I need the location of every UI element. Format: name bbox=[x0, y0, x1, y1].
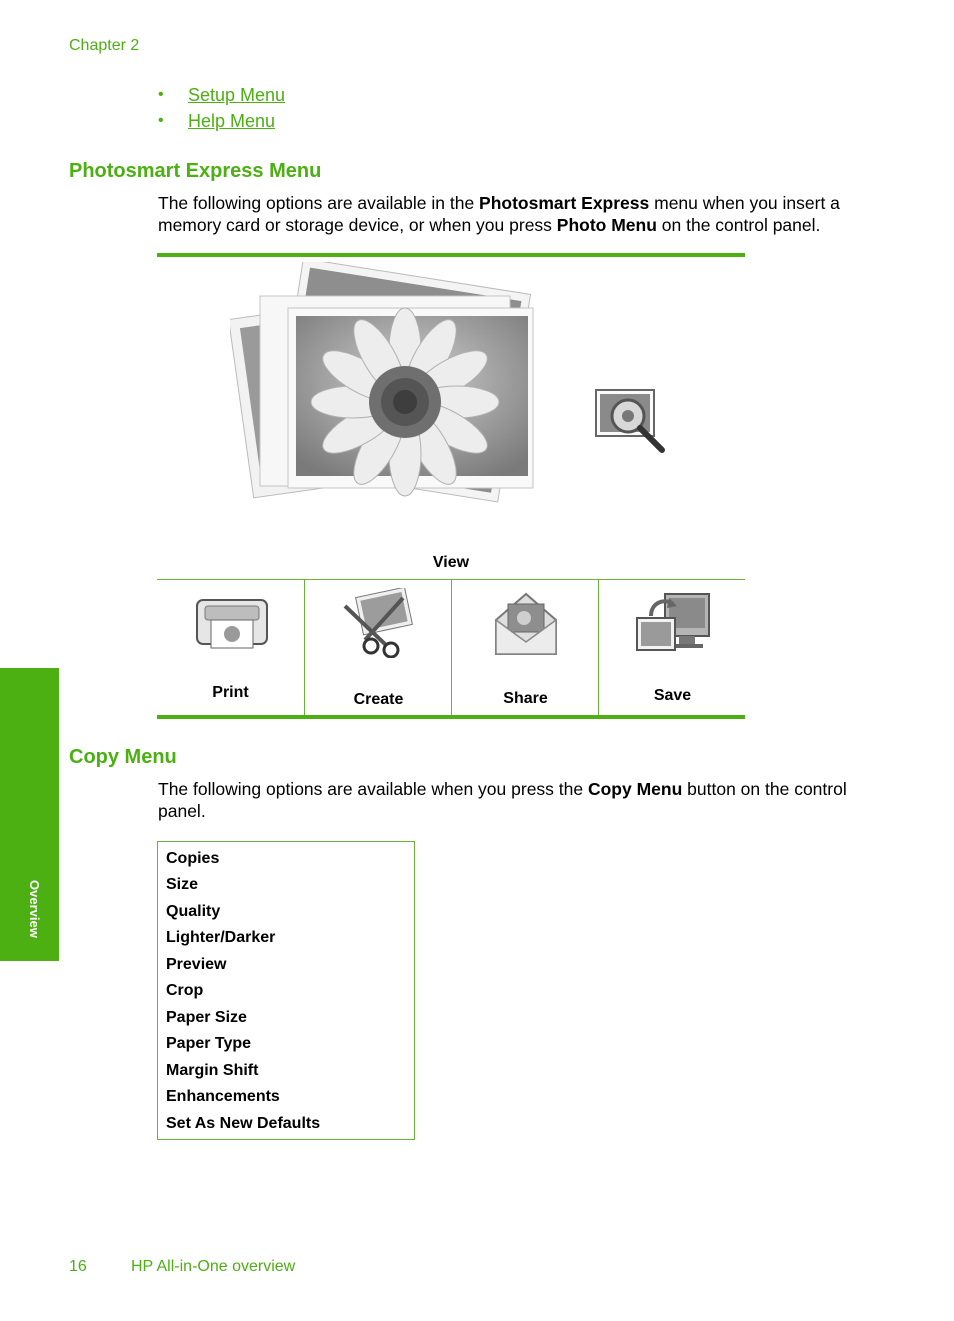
help-menu-link[interactable]: Help Menu bbox=[188, 110, 276, 131]
table-row: Paper Size bbox=[166, 1009, 247, 1026]
option-save[interactable] bbox=[598, 580, 746, 715]
copy-section-title: Copy Menu bbox=[69, 746, 177, 768]
scissors-photos-icon bbox=[341, 588, 417, 658]
option-share[interactable] bbox=[451, 580, 599, 715]
table-row: Margin Shift bbox=[166, 1062, 259, 1079]
view-magnifier-icon[interactable] bbox=[594, 388, 672, 456]
text: on the control panel. bbox=[656, 215, 821, 235]
printer-icon bbox=[195, 594, 269, 652]
top-rule bbox=[157, 253, 745, 257]
text: The following options are available when you press the bbox=[158, 779, 588, 799]
copy-description bbox=[158, 778, 878, 822]
create-label: Create bbox=[353, 691, 404, 708]
print-label: Print bbox=[212, 684, 249, 701]
link-list bbox=[158, 82, 285, 134]
list-item bbox=[158, 108, 285, 134]
option-print[interactable] bbox=[157, 580, 304, 715]
photosmart-section-title: Photosmart Express Menu bbox=[69, 160, 322, 182]
list-item bbox=[158, 82, 285, 108]
view-label: View bbox=[432, 554, 470, 571]
side-tab-label-wrap bbox=[0, 668, 59, 961]
text: button on the control panel. bbox=[158, 779, 847, 821]
photosmart-express-term: Photosmart Express bbox=[479, 193, 650, 213]
envelope-photo-icon bbox=[494, 590, 558, 656]
side-tab-label: Overview bbox=[27, 880, 42, 938]
table-row: Quality bbox=[166, 903, 221, 920]
chapter-header: Chapter 2 bbox=[69, 37, 140, 54]
table-row: Set As New Defaults bbox=[166, 1115, 321, 1132]
bullet: • bbox=[158, 112, 164, 129]
table-row: Paper Type bbox=[166, 1035, 252, 1052]
page-number: 16 bbox=[69, 1258, 87, 1275]
table-row: Size bbox=[166, 876, 199, 893]
photosmart-description bbox=[158, 192, 878, 236]
table-row: Lighter/Darker bbox=[166, 929, 276, 946]
save-label: Save bbox=[653, 687, 692, 704]
table-row: Preview bbox=[166, 956, 227, 973]
copy-menu-term: Copy Menu bbox=[587, 779, 683, 799]
text: menu when you insert a memory card or storage device, or when you press bbox=[158, 193, 840, 235]
table-row: Crop bbox=[166, 982, 204, 999]
footer-title: HP All-in-One overview bbox=[131, 1258, 296, 1275]
monitor-save-icon bbox=[635, 592, 711, 654]
table-row: Enhancements bbox=[166, 1088, 280, 1105]
text: The following options are available in the bbox=[158, 193, 480, 213]
share-label: Share bbox=[503, 690, 548, 707]
table-row: Copies bbox=[166, 850, 220, 867]
photo-stack-illustration bbox=[230, 262, 550, 524]
copy-options-table bbox=[157, 841, 415, 1140]
options-bottom-rule bbox=[157, 715, 745, 719]
photo-menu-term: Photo Menu bbox=[556, 215, 657, 235]
option-create[interactable] bbox=[304, 580, 452, 715]
bullet: • bbox=[158, 86, 164, 103]
setup-menu-link[interactable]: Setup Menu bbox=[188, 84, 286, 105]
